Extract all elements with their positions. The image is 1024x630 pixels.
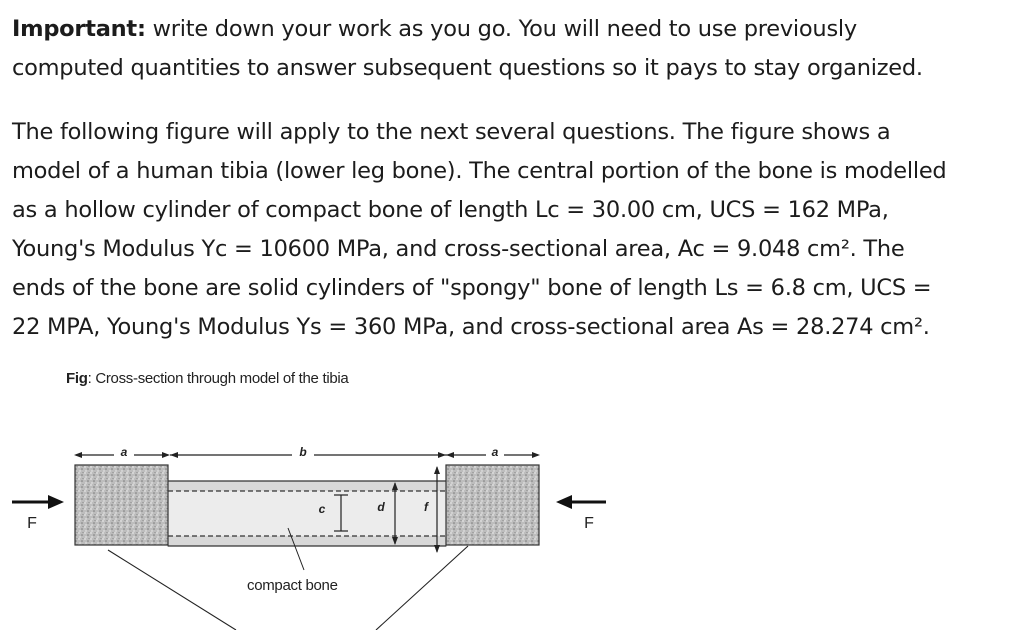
- intro-line-1-text: write down your work as you go. You will need to use previously: [145, 16, 857, 42]
- intro-paragraph: [12, 10, 1018, 88]
- dim-a-right-label: a: [491, 445, 499, 459]
- dim-f-label: f: [424, 500, 428, 514]
- dim-a-left-label: a: [120, 445, 128, 459]
- important-label: Important:: [12, 16, 146, 42]
- force-arrow-right: [556, 495, 606, 532]
- dim-c-label: c: [318, 502, 326, 516]
- problem-line-3: as a hollow cylinder of compact bone of length Lc = 30.00 cm, UCS = 162 MPa,: [12, 197, 889, 223]
- figure-caption-text: : Cross-section through model of the tibia: [87, 370, 349, 387]
- problem-line-4: Young's Modulus Yc = 10600 MPa, and cross-sectional area, Ac = 9.048 cm². The: [12, 236, 905, 262]
- problem-paragraph: [12, 113, 1018, 347]
- dimension-a-left: [74, 445, 170, 459]
- dim-b-label: b: [299, 445, 307, 459]
- spongy-leader-left: [108, 550, 236, 630]
- dimension-b: [170, 445, 446, 459]
- compact-bone-shaft: [168, 481, 446, 546]
- figure-caption-label: Fig: [66, 370, 88, 387]
- spongy-leader-right: [376, 546, 468, 630]
- spongy-bone-right: [446, 465, 539, 545]
- intro-line-2: computed quantities to answer subsequent questions so it pays to stay organized.: [12, 55, 923, 81]
- compact-bone-label: compact bone: [247, 577, 338, 594]
- tibia-figure: [0, 400, 640, 630]
- dim-d-label: d: [377, 500, 385, 514]
- spongy-bone-left: [75, 465, 168, 545]
- problem-line-2: model of a human tibia (lower leg bone). The central portion of the bone is modelled: [12, 158, 947, 184]
- force-left-label: F: [27, 515, 37, 532]
- intro-line-1: [12, 10, 1018, 49]
- force-right-label: F: [584, 515, 594, 532]
- figure-caption: [66, 370, 348, 387]
- problem-line-5: ends of the bone are solid cylinders of "spongy" bone of length Ls = 6.8 cm, UCS =: [12, 275, 932, 301]
- problem-line-1: The following figure will apply to the next several questions. The figure shows a: [12, 119, 891, 145]
- dimension-a-right: [446, 445, 540, 459]
- problem-line-6: 22 MPA, Young's Modulus Ys = 360 MPa, and cross-sectional area As = 28.274 cm².: [12, 314, 930, 340]
- force-arrow-left: [12, 495, 64, 532]
